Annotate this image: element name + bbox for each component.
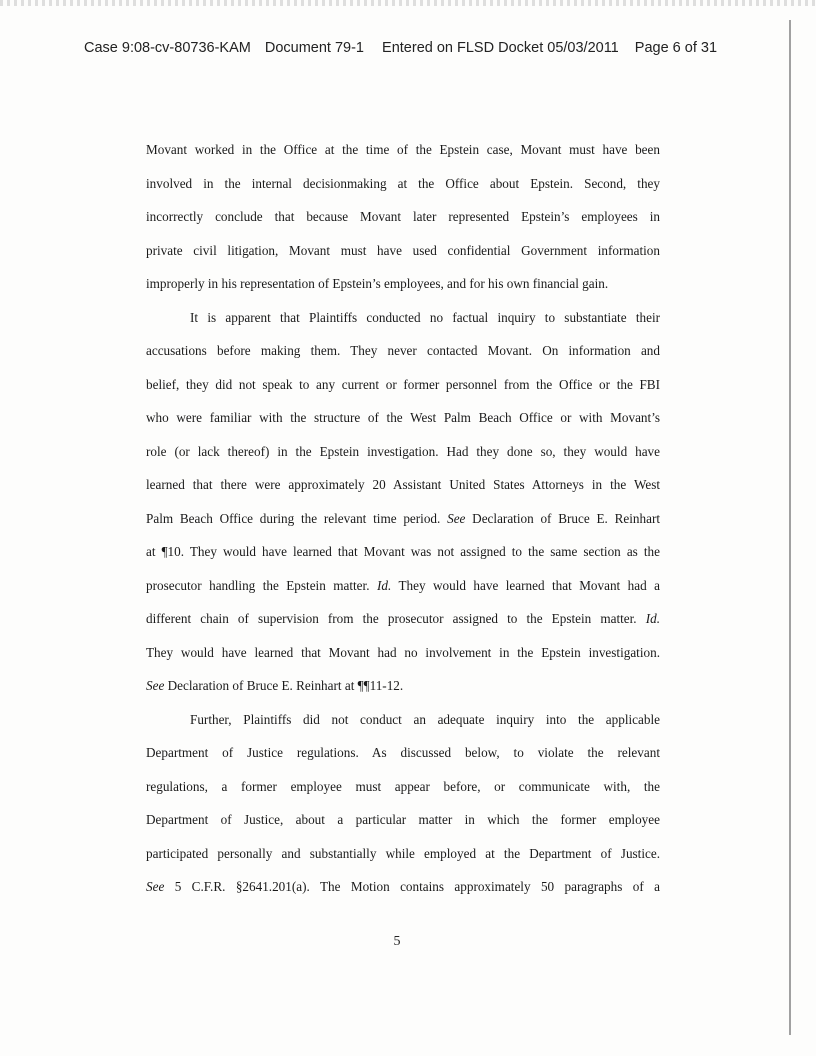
text-line: belief, they did not speak to any current or former personnel from the Office or the FBI [146, 376, 660, 392]
text-line: participated personally and substantially while employed at the Department of Justice. [146, 845, 660, 861]
text-line: Further, Plaintiffs did not conduct an adequate inquiry into the applicable [190, 711, 660, 727]
header-page-count: Page 6 of 31 [634, 40, 718, 56]
text-line: regulations, a former employee must appear before, or communicate with, the [146, 778, 660, 794]
text-line: accusations before making them. They never contacted Movant. On information and [146, 343, 660, 358]
header-case-number: Case 9:08-cv-80736-KAM [84, 40, 251, 56]
text-line: incorrectly conclude that because Movant later represented Epstein’s employees in [146, 209, 660, 224]
text-line: It is apparent that Plaintiffs conducted no factual inquiry to substantiate their [190, 309, 660, 325]
scan-artifact-right-edge [789, 20, 791, 1035]
text-line: private civil litigation, Movant must have used confidential Government information [146, 242, 660, 258]
body-text [146, 140, 660, 911]
text-line: improperly in his representation of Epstein’s employees, and for his own financial gain. [146, 276, 609, 291]
header-document-number: Document 79-1 [264, 40, 364, 56]
text-line: Department of Justice regulations. As discussed below, to violate the relevant [146, 745, 660, 760]
header-entered-date: Entered on FLSD Docket 05/03/2011 [382, 40, 619, 56]
text-line: See Declaration of Bruce E. Reinhart at ¶¶11-12. [146, 678, 404, 693]
text-line: Palm Beach Office during the relevant time period. See Declaration of Bruce E. Reinhart [146, 510, 660, 526]
text-line: prosecutor handling the Epstein matter. Id. They would have learned that Movant had a [146, 577, 661, 593]
text-line: involved in the internal decisionmaking at the Office about Epstein. Second, they [146, 175, 660, 191]
text-line: at ¶10. They would have learned that Movant was not assigned to the same section as the [146, 544, 660, 559]
docket-header [84, 40, 744, 56]
text-line: See 5 C.F.R. §2641.201(a). The Motion contains approximately 50 paragraphs of a [146, 879, 660, 894]
text-line: who were familiar with the structure of the West Palm Beach Office or with Movant’s [146, 410, 660, 425]
text-line: They would have learned that Movant had no involvement in the Epstein investigation. [146, 644, 660, 660]
text-line: role (or lack thereof) in the Epstein investigation. Had they done so, they would have [146, 443, 660, 459]
text-line: Department of Justice, about a particular matter in which the former employee [146, 812, 660, 827]
scan-artifact-top [0, 0, 816, 6]
page-number: 5 [393, 934, 401, 949]
text-line: learned that there were approximately 20 Assistant United States Attorneys in the West [146, 477, 660, 492]
text-line: different chain of supervision from the prosecutor assigned to the Epstein matter. Id. [146, 611, 660, 626]
text-line: Movant worked in the Office at the time of the Epstein case, Movant must have been [146, 142, 660, 157]
